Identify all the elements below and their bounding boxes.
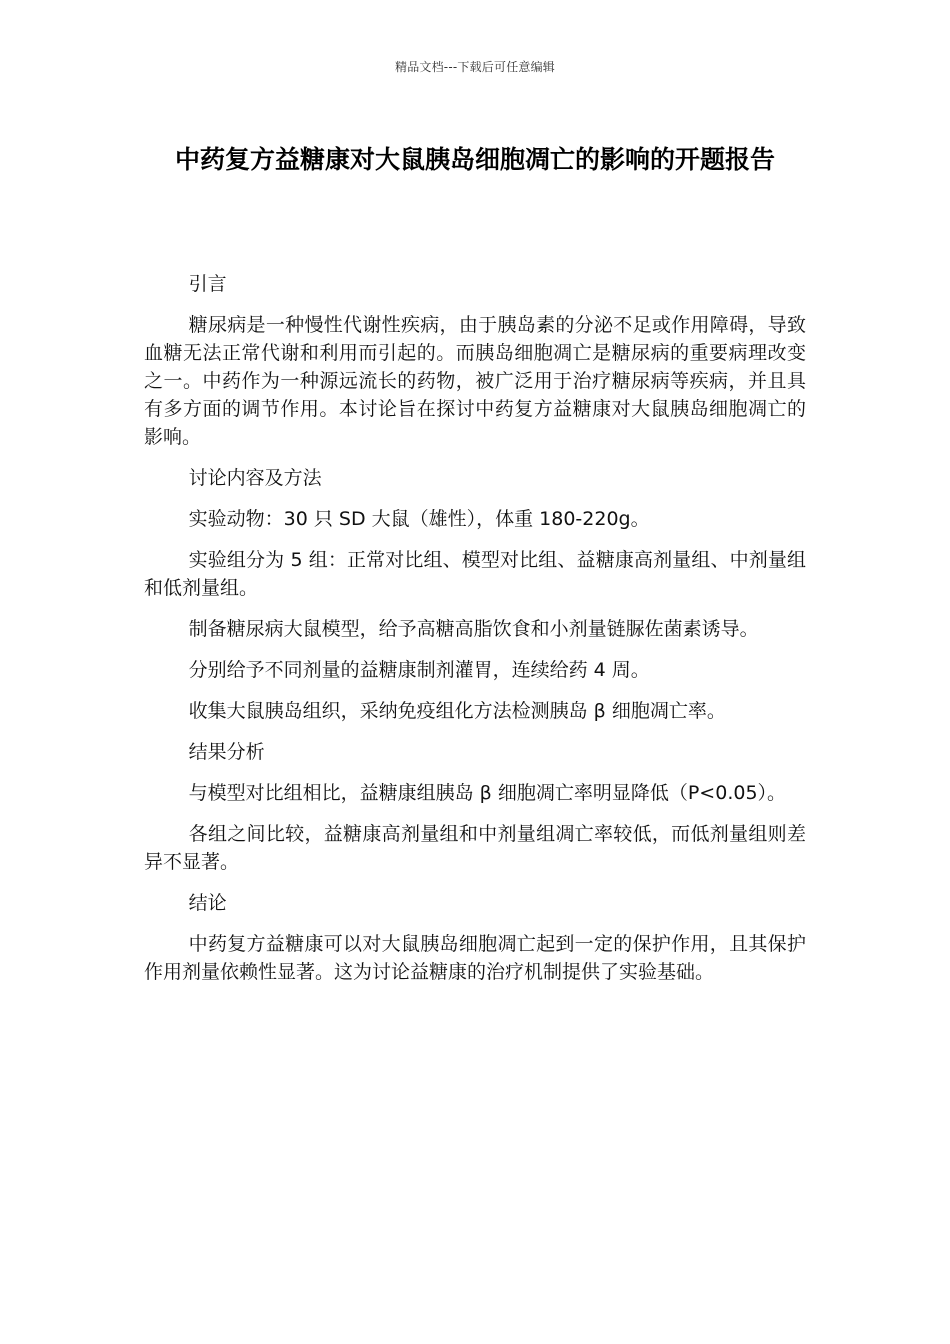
paragraph-result-2: 各组之间比较，益糖康高剂量组和中剂量组凋亡率较低，而低剂量组则差异不显著。 <box>144 823 806 873</box>
paragraph-dosing: 分别给予不同剂量的益糖康制剂灌胃，连续给药 4 周。 <box>188 659 650 681</box>
section-heading-results: 结果分析 <box>188 741 265 763</box>
paragraph-introduction: 糖尿病是一种慢性代谢性疾病，由于胰岛素的分泌不足或作用障碍，导致血糖无法正常代谢和利用而引起的。而胰岛细胞凋亡是糖尿病的重要病理改变之一。中药作为一种源远流长的药物，被广泛用于治疗糖尿病等疾病，并且具有多方面的调节作用。本讨论旨在探讨中药复方益糖康对大鼠胰岛细胞凋亡的影响。 <box>144 314 806 448</box>
paragraph-animals: 实验动物：30 只 SD 大鼠（雄性），体重 180-220g。 <box>188 508 650 530</box>
header-note: 精品文档---下载后可任意编辑 <box>395 60 555 74</box>
paragraph-model: 制备糖尿病大鼠模型，给予高糖高脂饮食和小剂量链脲佐菌素诱导。 <box>188 618 759 640</box>
paragraph-detection: 收集大鼠胰岛组织，采纳免疫组化方法检测胰岛 β 细胞凋亡率。 <box>188 700 726 722</box>
paragraph-groups: 实验组分为 5 组：正常对比组、模型对比组、益糖康高剂量组、中剂量组和低剂量组。 <box>144 549 806 599</box>
document-body <box>144 270 806 999</box>
section-heading-methods: 讨论内容及方法 <box>188 467 322 489</box>
section-heading-conclusion: 结论 <box>188 892 227 914</box>
section-heading-introduction: 引言 <box>188 273 227 295</box>
paragraph-result-1: 与模型对比组相比，益糖康组胰岛 β 细胞凋亡率明显降低（P<0.05）。 <box>188 782 787 804</box>
document-title: 中药复方益糖康对大鼠胰岛细胞凋亡的影响的开题报告 <box>174 145 775 174</box>
paragraph-conclusion: 中药复方益糖康可以对大鼠胰岛细胞凋亡起到一定的保护作用，且其保护作用剂量依赖性显著。这为讨论益糖康的治疗机制提供了实验基础。 <box>144 933 806 983</box>
